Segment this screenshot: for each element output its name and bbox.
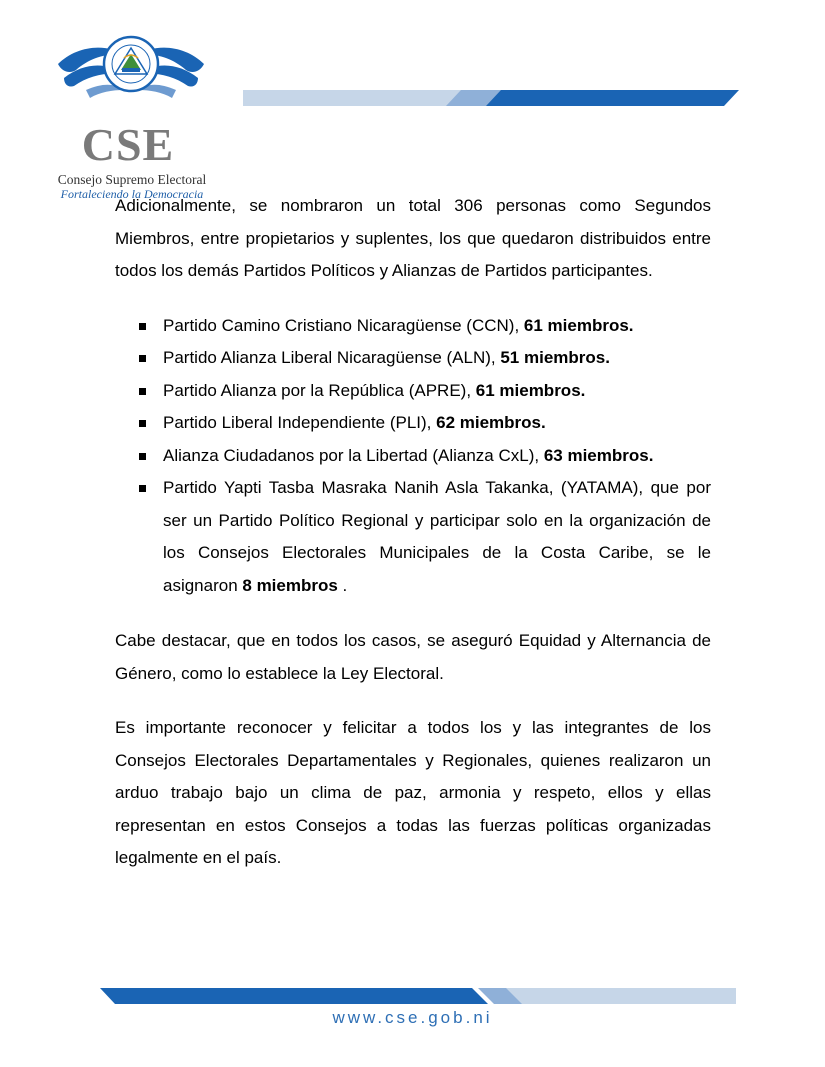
- intro-paragraph: Adicionalmente, se nombraron un total 306 personas como Segundos Miembros, entre propietarios y suplentes, los que quedaron distribuidos entre todos los demás Partidos Políticos y Alianzas de Partidos participantes.: [115, 196, 711, 280]
- cse-logo: [40, 26, 215, 201]
- header-decorative-band: [243, 90, 739, 106]
- list-item: [115, 375, 711, 408]
- recognition-paragraph: Es importante reconocer y felicitar a todos los y las integrantes de los Consejos Electorales Departamentales y Regionales, quienes realizaron un arduo trabajo bajo un clima de paz, armonia y respeto, ellos y ellas representan en estos Consejos a todas las fuerzas políticas organizadas legalmente en el país.: [115, 718, 711, 867]
- logo-organization-name: Consejo Supremo Electoral: [57, 172, 207, 187]
- bullet-icon: [139, 485, 146, 492]
- list-item: [115, 310, 711, 343]
- bullet-icon: [139, 388, 146, 395]
- list-item-count: 61 miembros.: [475, 380, 586, 400]
- list-item: [115, 440, 711, 473]
- coat-of-arms-emblem-icon: [56, 26, 206, 116]
- list-item-count: 63 miembros.: [543, 445, 654, 465]
- list-item: [115, 342, 711, 375]
- list-item-text: Partido Camino Cristiano Nicaragüense (CCN),: [163, 315, 524, 335]
- website-link[interactable]: www.cse.gob.ni: [332, 1008, 493, 1027]
- bullet-icon: [139, 323, 146, 330]
- document-body: [115, 190, 711, 875]
- logo-acronym: CSE: [81, 119, 175, 170]
- list-item-text: Partido Alianza por la República (APRE),: [163, 380, 476, 400]
- list-item-count: 51 miembros.: [500, 348, 610, 367]
- list-item-count: 61 miembros.: [523, 315, 634, 335]
- list-item-count: 8 miembros: [242, 575, 338, 595]
- bullet-icon: [139, 420, 146, 427]
- bullet-icon: [139, 453, 146, 460]
- list-item-text: Alianza Ciudadanos por la Libertad (Alianza CxL),: [163, 445, 544, 465]
- party-list: [115, 310, 711, 603]
- list-item-count: 62 miembros.: [436, 413, 546, 432]
- list-item: [115, 407, 711, 440]
- list-item-tail: .: [337, 575, 348, 595]
- list-item-text: Partido Liberal Independiente (PLI),: [163, 413, 437, 432]
- list-item: [115, 472, 711, 602]
- equity-paragraph: Cabe destacar, que en todos los casos, se aseguró Equidad y Alternancia de Género, como lo establece la Ley Electoral.: [115, 631, 711, 683]
- bullet-icon: [139, 355, 146, 362]
- list-item-text: Partido Yapti Tasba Masraka Nanih Asla Takanka, (YATAMA), que por ser un Partido Político Regional y participar solo en la organización de los Consejos Electorales Municipales de la Costa Caribe, se le asignaron: [163, 478, 711, 595]
- logo-tagline: Fortaleciendo la Democracia: [60, 187, 204, 201]
- footer-decorative-band: [100, 988, 736, 1004]
- list-item-text: Partido Alianza Liberal Nicaragüense (ALN),: [163, 348, 501, 367]
